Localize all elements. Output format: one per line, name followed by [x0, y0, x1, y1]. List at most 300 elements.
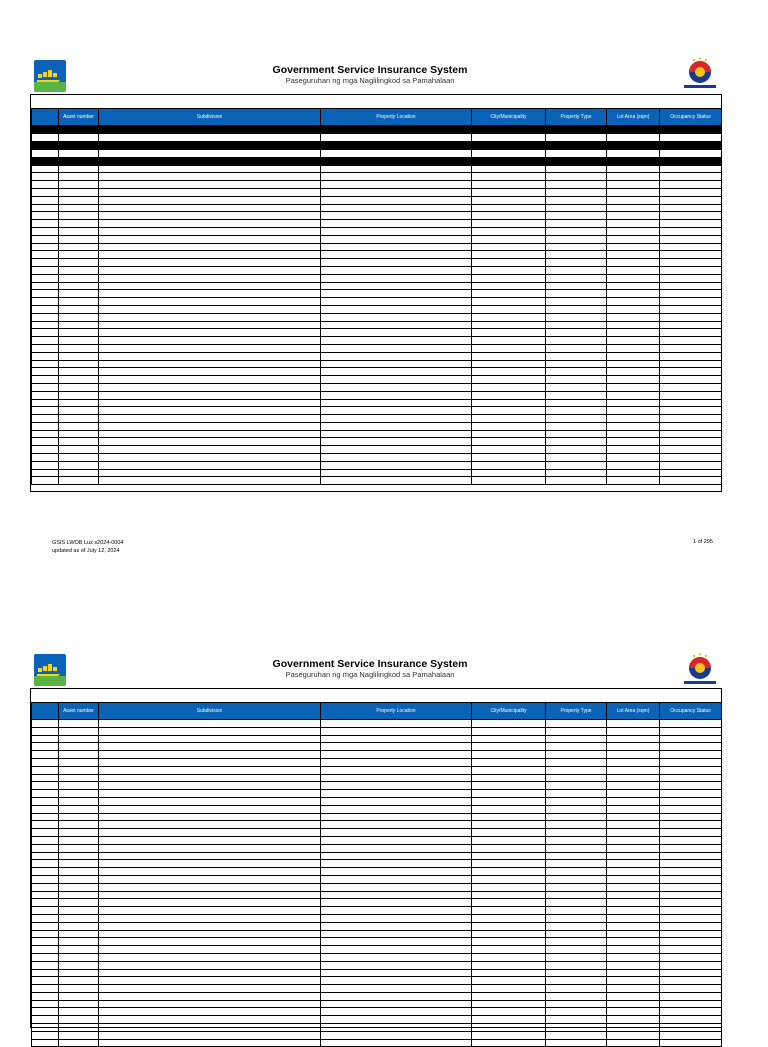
table-cell [321, 337, 472, 345]
table-cell [546, 165, 607, 173]
table-cell [32, 477, 59, 485]
table-cell [321, 992, 472, 1000]
table-cell [59, 1024, 99, 1032]
table-cell [472, 985, 546, 993]
table-cell [321, 829, 472, 837]
table-cell [607, 141, 660, 149]
table-cell [546, 1000, 607, 1008]
table-cell [546, 953, 607, 961]
table-cell [660, 259, 722, 267]
table-cell [59, 134, 99, 142]
table-cell [321, 454, 472, 462]
table-cell [472, 259, 546, 267]
table-cell [607, 274, 660, 282]
table-cell [99, 181, 321, 189]
table-cell [660, 969, 722, 977]
table-cell [546, 430, 607, 438]
table-cell [99, 891, 321, 899]
table-cell [32, 907, 59, 915]
table-row [32, 220, 722, 228]
table-cell [321, 352, 472, 360]
table-cell [607, 204, 660, 212]
table-cell [99, 860, 321, 868]
table-cell [99, 1024, 321, 1032]
table-row [32, 1031, 722, 1039]
table-cell [99, 134, 321, 142]
table-cell [99, 883, 321, 891]
table-cell [32, 953, 59, 961]
table-cell [546, 134, 607, 142]
table-cell [472, 751, 546, 759]
asset-table [31, 702, 722, 1047]
table-cell [472, 376, 546, 384]
table-cell [472, 469, 546, 477]
table-cell [99, 337, 321, 345]
table-cell [59, 922, 99, 930]
table-cell [546, 899, 607, 907]
table-cell [59, 352, 99, 360]
table-cell [321, 868, 472, 876]
table-cell [59, 914, 99, 922]
table-row [32, 352, 722, 360]
table-cell [321, 977, 472, 985]
table-cell [59, 282, 99, 290]
table-cell [99, 454, 321, 462]
table-cell [472, 181, 546, 189]
table-cell [660, 766, 722, 774]
table-cell [472, 930, 546, 938]
table-cell [660, 805, 722, 813]
table-cell [607, 790, 660, 798]
table-cell [99, 992, 321, 1000]
table-cell [59, 930, 99, 938]
table-cell [32, 149, 59, 157]
table-cell [472, 461, 546, 469]
table-cell [99, 899, 321, 907]
table-cell [472, 360, 546, 368]
table-row [32, 922, 722, 930]
table-cell [99, 321, 321, 329]
table-cell [607, 227, 660, 235]
table-cell [607, 774, 660, 782]
table-cell [32, 985, 59, 993]
table-cell [99, 1031, 321, 1039]
table-cell [660, 797, 722, 805]
table-cell [472, 204, 546, 212]
table-cell [607, 1039, 660, 1047]
table-cell [660, 1031, 722, 1039]
table-cell [99, 790, 321, 798]
table-cell [321, 790, 472, 798]
table-cell [472, 875, 546, 883]
table-cell [99, 1000, 321, 1008]
table-cell [321, 891, 472, 899]
table-cell [607, 821, 660, 829]
table-cell [59, 415, 99, 423]
table-cell [32, 766, 59, 774]
table-cell [546, 875, 607, 883]
table-cell [660, 790, 722, 798]
table-row [32, 337, 722, 345]
table-cell [59, 383, 99, 391]
table-cell [32, 415, 59, 423]
table-cell [321, 376, 472, 384]
table-cell [546, 1039, 607, 1047]
table-cell [472, 1008, 546, 1016]
table-row [32, 797, 722, 805]
table-row [32, 181, 722, 189]
table-cell [660, 461, 722, 469]
table-cell [607, 1000, 660, 1008]
table-cell [660, 313, 722, 321]
table-cell [472, 868, 546, 876]
table-cell [660, 134, 722, 142]
table-cell [99, 844, 321, 852]
table-cell [99, 774, 321, 782]
table-cell [32, 383, 59, 391]
table-row [32, 844, 722, 852]
table-cell [321, 899, 472, 907]
table-row [32, 149, 722, 157]
table-cell [59, 376, 99, 384]
table-cell [59, 321, 99, 329]
table-cell [607, 290, 660, 298]
table-cell [472, 290, 546, 298]
doc-code: GSIS LWOB Luz s2024-0004 [52, 540, 124, 546]
table-cell [99, 813, 321, 821]
table-cell [472, 220, 546, 228]
table-cell [99, 212, 321, 220]
table-cell [660, 1024, 722, 1032]
table-cell [546, 782, 607, 790]
table-cell [32, 134, 59, 142]
table-row [32, 157, 722, 165]
table-cell [99, 930, 321, 938]
table-cell [99, 766, 321, 774]
table-cell [99, 829, 321, 837]
table-cell [32, 321, 59, 329]
table-cell [32, 196, 59, 204]
table-cell [99, 938, 321, 946]
table-cell [546, 1024, 607, 1032]
table-cell [607, 376, 660, 384]
updated-date: updated as of July 12, 2024 [52, 548, 120, 554]
table-cell [99, 422, 321, 430]
table-cell [321, 251, 472, 259]
table-cell [59, 836, 99, 844]
table-cell [59, 1039, 99, 1047]
table-cell [660, 274, 722, 282]
table-cell [59, 235, 99, 243]
table-cell [472, 922, 546, 930]
table-cell [607, 961, 660, 969]
table-cell [59, 961, 99, 969]
table-cell [99, 352, 321, 360]
col-header-subdivision: Subdivision [99, 109, 321, 126]
table-cell [546, 305, 607, 313]
table-cell [99, 868, 321, 876]
table-cell [321, 813, 472, 821]
table-cell [321, 735, 472, 743]
table-cell [546, 836, 607, 844]
table-cell [472, 383, 546, 391]
table-row [32, 446, 722, 454]
table-cell [321, 438, 472, 446]
table-row [32, 821, 722, 829]
table-cell [32, 883, 59, 891]
table-cell [99, 1016, 321, 1024]
table-cell [472, 821, 546, 829]
table-cell [99, 852, 321, 860]
table-cell [59, 969, 99, 977]
table-cell [660, 813, 722, 821]
table-row [32, 134, 722, 142]
table-row [32, 852, 722, 860]
table-cell [607, 891, 660, 899]
col-header-blank [32, 109, 59, 126]
table-cell [546, 321, 607, 329]
table-cell [321, 415, 472, 423]
table-cell [660, 1016, 722, 1024]
table-cell [59, 766, 99, 774]
table-cell [99, 758, 321, 766]
table-cell [59, 220, 99, 228]
table-cell [99, 922, 321, 930]
table-cell [607, 735, 660, 743]
table-row [32, 422, 722, 430]
table-cell [546, 329, 607, 337]
table-cell [32, 407, 59, 415]
table-cell [59, 844, 99, 852]
table-cell [546, 961, 607, 969]
table-cell [99, 165, 321, 173]
table-cell [546, 368, 607, 376]
table-cell [660, 735, 722, 743]
table-cell [472, 992, 546, 1000]
table-cell [472, 938, 546, 946]
table-row [32, 321, 722, 329]
table-cell [546, 868, 607, 876]
asset-sheet [30, 688, 722, 1028]
table-cell [660, 251, 722, 259]
table-cell [546, 735, 607, 743]
table-row [32, 953, 722, 961]
table-cell [546, 274, 607, 282]
table-cell [99, 727, 321, 735]
table-cell [321, 126, 472, 134]
table-cell [59, 883, 99, 891]
table-cell [321, 844, 472, 852]
table-cell [99, 461, 321, 469]
table-cell [321, 368, 472, 376]
table-cell [99, 430, 321, 438]
table-body [32, 720, 722, 1047]
table-cell [99, 251, 321, 259]
table-cell [59, 196, 99, 204]
table-cell [660, 243, 722, 251]
table-row [32, 243, 722, 251]
table-header-row [32, 703, 722, 720]
table-cell [546, 235, 607, 243]
table-cell [59, 758, 99, 766]
table-cell [607, 454, 660, 462]
org-title: Government Service Insurance System [272, 64, 468, 76]
table-cell [321, 805, 472, 813]
table-cell [59, 188, 99, 196]
table-cell [660, 469, 722, 477]
table-cell [321, 266, 472, 274]
table-cell [660, 141, 722, 149]
table-cell [99, 266, 321, 274]
table-row [32, 1016, 722, 1024]
table-cell [32, 813, 59, 821]
asset-sheet [30, 94, 722, 492]
table-cell [546, 220, 607, 228]
table-cell [472, 1024, 546, 1032]
table-cell [472, 969, 546, 977]
table-row [32, 298, 722, 306]
table-cell [546, 259, 607, 267]
table-cell [472, 227, 546, 235]
table-cell [660, 227, 722, 235]
table-cell [607, 805, 660, 813]
table-cell [660, 844, 722, 852]
table-cell [472, 758, 546, 766]
table-cell [660, 829, 722, 837]
table-cell [32, 360, 59, 368]
table-cell [607, 196, 660, 204]
table-cell [59, 782, 99, 790]
table-cell [99, 821, 321, 829]
table-cell [546, 298, 607, 306]
table-cell [607, 165, 660, 173]
table-cell [32, 446, 59, 454]
table-cell [32, 805, 59, 813]
table-cell [32, 430, 59, 438]
table-cell [32, 181, 59, 189]
table-cell [607, 477, 660, 485]
table-cell [546, 251, 607, 259]
table-cell [660, 985, 722, 993]
table-cell [32, 220, 59, 228]
table-cell [32, 454, 59, 462]
table-cell [472, 173, 546, 181]
table-cell [660, 165, 722, 173]
org-subtitle: Paseguruhan ng mga Naglilingkod sa Pamahalaan [285, 670, 455, 679]
table-cell [472, 774, 546, 782]
table-cell [321, 930, 472, 938]
table-cell [660, 727, 722, 735]
table-cell [660, 430, 722, 438]
table-cell [99, 376, 321, 384]
table-cell [99, 368, 321, 376]
page-number: 1 of 295 [693, 539, 713, 545]
table-cell [32, 235, 59, 243]
table-row [32, 477, 722, 485]
table-cell [99, 196, 321, 204]
table-cell [99, 259, 321, 267]
page-header [230, 658, 510, 680]
col-header-asset-number: Asset number [59, 109, 99, 126]
table-cell [472, 337, 546, 345]
table-cell [99, 290, 321, 298]
table-cell [59, 141, 99, 149]
table-cell [32, 868, 59, 876]
table-cell [32, 141, 59, 149]
table-cell [546, 290, 607, 298]
table-cell [546, 758, 607, 766]
table-row [32, 860, 722, 868]
table-row [32, 344, 722, 352]
table-cell [321, 188, 472, 196]
table-cell [472, 329, 546, 337]
table-cell [660, 743, 722, 751]
table-cell [32, 1008, 59, 1016]
col-header-city: City/Municipality [472, 109, 546, 126]
table-cell [99, 836, 321, 844]
table-cell [321, 907, 472, 915]
table-cell [607, 251, 660, 259]
table-cell [660, 891, 722, 899]
table-row [32, 836, 722, 844]
table-cell [546, 196, 607, 204]
table-cell [99, 173, 321, 181]
table-cell [59, 243, 99, 251]
table-cell [59, 946, 99, 954]
table-cell [472, 126, 546, 134]
table-row [32, 969, 722, 977]
table-cell [607, 157, 660, 165]
table-row [32, 173, 722, 181]
table-cell [660, 290, 722, 298]
table-cell [546, 360, 607, 368]
table-cell [59, 454, 99, 462]
table-cell [321, 220, 472, 228]
table-cell [546, 977, 607, 985]
table-cell [546, 212, 607, 220]
table-cell [660, 399, 722, 407]
table-cell [59, 430, 99, 438]
table-cell [607, 368, 660, 376]
table-row [32, 305, 722, 313]
table-cell [321, 461, 472, 469]
table-cell [607, 1008, 660, 1016]
table-cell [321, 751, 472, 759]
table-cell [59, 360, 99, 368]
table-cell [32, 946, 59, 954]
table-cell [321, 290, 472, 298]
table-row [32, 891, 722, 899]
table-cell [546, 344, 607, 352]
table-cell [546, 173, 607, 181]
table-cell [32, 914, 59, 922]
table-cell [321, 391, 472, 399]
table-cell [607, 383, 660, 391]
table-cell [607, 883, 660, 891]
table-cell [660, 438, 722, 446]
table-cell [472, 274, 546, 282]
table-cell [660, 235, 722, 243]
table-cell [32, 212, 59, 220]
table-cell [546, 727, 607, 735]
table-cell [59, 1000, 99, 1008]
table-cell [32, 743, 59, 751]
table-cell [321, 875, 472, 883]
table-cell [99, 313, 321, 321]
table-cell [607, 1031, 660, 1039]
table-cell [607, 344, 660, 352]
table-cell [607, 720, 660, 728]
